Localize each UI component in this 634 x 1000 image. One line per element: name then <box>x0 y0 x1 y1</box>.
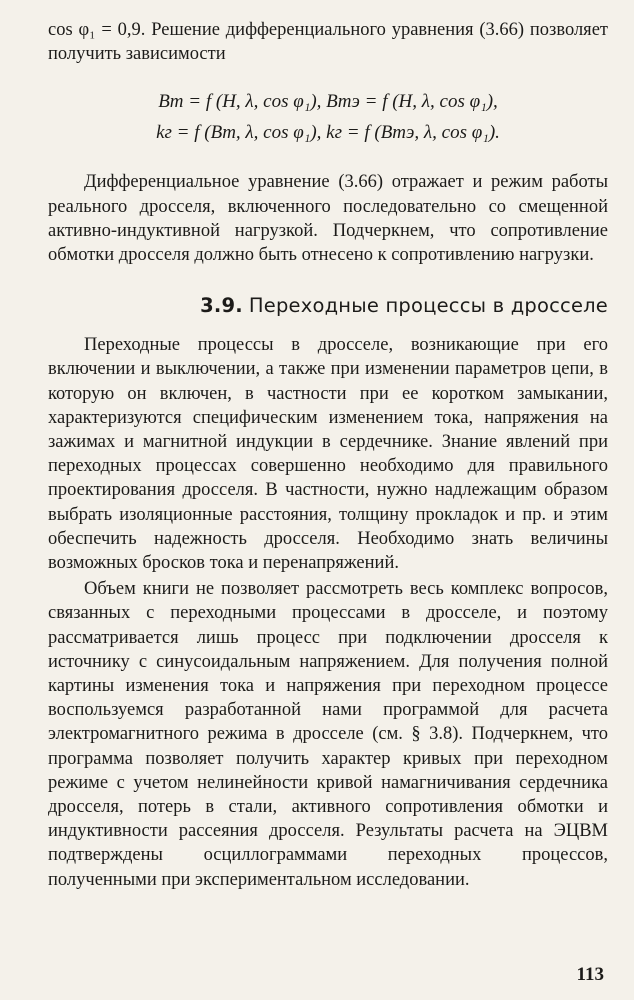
page-number: 113 <box>576 964 604 985</box>
section-heading <box>48 294 608 317</box>
formula-line-1: Bm = f (H, λ, cos φ₁), Bmэ = f (H, λ, cos φ₁), <box>158 91 498 113</box>
book-page <box>48 18 608 892</box>
paragraph-transients: Переходные процессы в дросселе, возникающие при его включении и выключении, а также при изменении параметров цепи, в которую он включен, в частности при ее коротком замыкании, характеризуются специфическим изменением тока, напряжения на зажимах и магнитной индукции в сердечнике. Знание явлений при переходных процессах совершенно необходимо для правильного проектирования дросселя. В частности, нужно надлежащим образом выбрать изоляционные расстояния, толщину прокладок и пр. и этим обеспечить надежность дросселя. Необходимо знать величины возможных бросков тока и перенапряжений. <box>48 335 608 574</box>
paragraph-scope: Объем книги не позволяет рассмотреть весь комплекс вопросов, связанных с переходными процессами в дросселе, и поэтому рассматривается лишь процесс при подключении дросселя к источнику с синусоидальным напряжением. Для получения полной картины изменения тока и напряжения при переходном процессе воспользуемся разработанной нами программой для расчета электромагнитного режима в дросселе (см. § 3.8). Подчеркнем, что программа позволяет получить характер кривых при переходном режиме с учетом нелинейности кривой намагничивания сердечника дросселя, потерь в стали, активного сопротивления обмотки и индуктивности рассеяния дросселя. Результаты расчета на ЭЦВМ подтверждены осциллограммами переходных процессов, полученными при экспериментальном исследовании. <box>48 579 608 890</box>
formula-block <box>48 86 608 148</box>
section-number: 3.9. <box>200 294 243 318</box>
section-title: Переходные процессы в дросселе <box>248 294 608 318</box>
formula-line-2: kг = f (Bm, λ, cos φ₁), kг = f (Bmэ, λ, cos φ₁). <box>156 122 500 144</box>
paragraph-differential-equation: Дифференциальное уравнение (3.66) отражает и режим работы реального дросселя, включенного последовательно со смещенной активно-индуктивной нагрузкой. Подчеркнем, что сопротивление обмотки дросселя должно быть отнесено к сопротивлению нагрузки. <box>48 172 608 266</box>
intro-paragraph: cos φ₁ = 0,9. Решение дифференциального уравнения (3.66) позволяет получить зависимости <box>48 20 608 65</box>
